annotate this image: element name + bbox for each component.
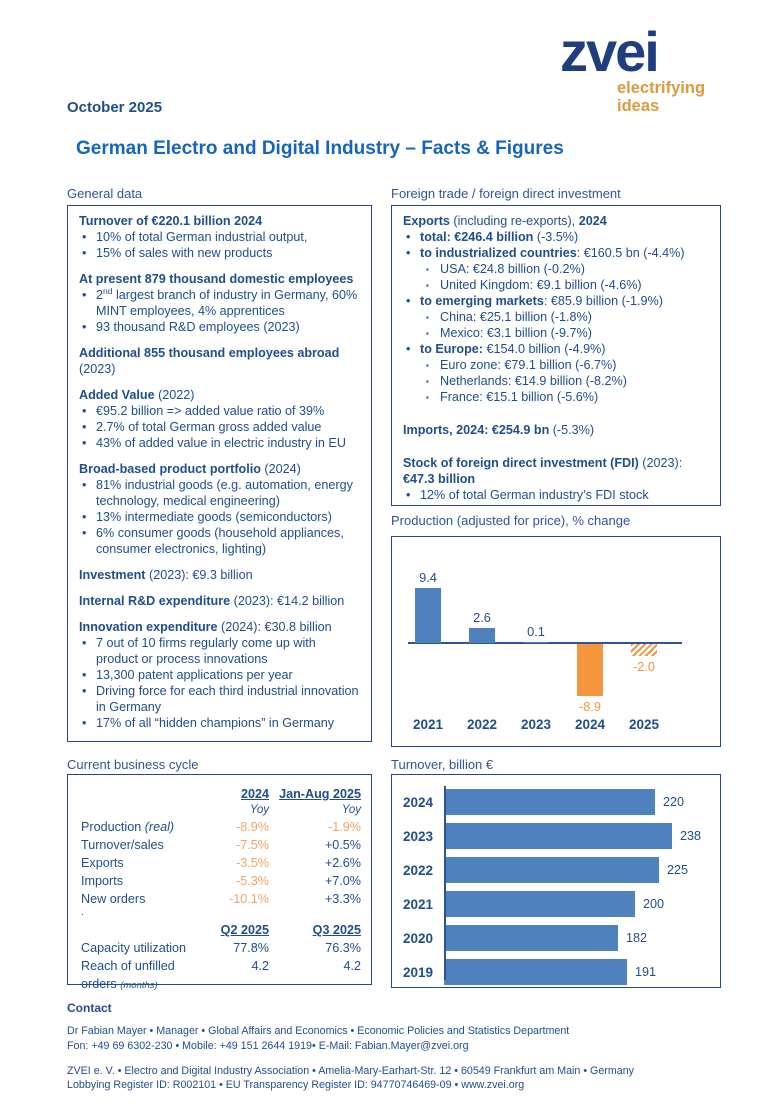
text-segment: 6% consumer goods (household appliances, consumer electronics, lighting) xyxy=(96,525,344,556)
cell-col1: 4.2 xyxy=(251,959,269,973)
text-segment: (months) xyxy=(120,980,158,991)
cell-col2: +3.3% xyxy=(324,892,361,906)
bar-row xyxy=(392,819,720,853)
list-item xyxy=(403,294,709,310)
x-tick-label: 2022 xyxy=(466,717,498,732)
list-item xyxy=(79,620,360,636)
list-item-text xyxy=(96,510,360,526)
bar-value-label: 200 xyxy=(643,897,665,911)
bullet-icon: • xyxy=(82,319,87,334)
bullet-icon: • xyxy=(82,229,87,244)
table-row xyxy=(81,785,361,803)
logo-tagline-line2: ideas xyxy=(617,96,660,115)
bullet-icon: ▪ xyxy=(426,360,429,370)
list-item xyxy=(403,488,709,504)
bar-value-label: 9.4 xyxy=(419,570,437,585)
column-header: Q3 2025 xyxy=(312,923,361,937)
list-item-text xyxy=(420,488,709,504)
bar-row xyxy=(392,955,720,989)
list-item xyxy=(79,510,360,526)
text-segment: Innovation expenditure xyxy=(79,619,218,634)
list-item xyxy=(403,262,709,278)
list-item xyxy=(79,320,360,336)
cell-col2: Yoy xyxy=(341,804,361,816)
cell-col2: -1.9% xyxy=(328,820,361,834)
cell-col2: +2.6% xyxy=(324,856,361,870)
row-label xyxy=(81,836,189,854)
list-item-text xyxy=(440,390,709,406)
text-segment: 13,300 patent applications per year xyxy=(96,667,293,682)
list-item xyxy=(403,278,709,294)
x-tick-label: 2025 xyxy=(628,717,660,732)
list-item xyxy=(79,388,360,404)
row-label xyxy=(81,818,189,836)
cell-col1 xyxy=(189,785,269,803)
list-item-text xyxy=(96,478,360,510)
list-item xyxy=(403,310,709,326)
contact-section xyxy=(67,1001,732,1103)
text-segment: Imports xyxy=(81,874,123,888)
text-segment: 10% of total German industrial output, xyxy=(96,229,308,244)
text-segment: Turnover of €220.1 billion 2024 xyxy=(79,214,263,228)
cell-col1: 77.8% xyxy=(233,941,269,955)
bar-value-label: 225 xyxy=(667,863,689,877)
bar xyxy=(444,857,659,883)
list-item-text xyxy=(420,230,709,246)
row-label xyxy=(81,890,189,908)
row-label xyxy=(81,957,189,995)
contact-person-line: Dr Fabian Mayer • Manager • Global Affairs and Economics • Economic Policies and Statistics Department xyxy=(67,1025,570,1037)
cell-col1 xyxy=(189,921,269,939)
text-segment: Driving force for each third industrial innovation in Germany xyxy=(96,683,359,714)
list-item-text xyxy=(420,342,709,358)
text-segment: 43% of added value in electric industry in EU xyxy=(96,435,346,450)
bar-value-label: 191 xyxy=(635,965,657,979)
bullet-icon: ▪ xyxy=(426,376,429,386)
section-label-production-chart: Production (adjusted for price), % change xyxy=(391,513,631,528)
general-data-box xyxy=(67,205,372,742)
text-segment: Exports xyxy=(81,856,124,870)
table-row xyxy=(81,836,361,854)
text-segment: Exports xyxy=(403,214,450,228)
bullet-icon: • xyxy=(406,341,411,356)
bar xyxy=(631,644,657,656)
bullet-icon: • xyxy=(406,487,411,502)
list-item xyxy=(79,668,360,684)
table-row xyxy=(81,854,361,872)
text-segment: Production xyxy=(81,820,145,834)
bar xyxy=(444,925,618,951)
y-axis-line xyxy=(444,786,446,980)
y-tick-label: 2021 xyxy=(402,896,433,912)
text-segment: (real) xyxy=(144,820,175,834)
list-item xyxy=(79,636,360,668)
cell-col1: -5.3% xyxy=(236,874,269,888)
text-segment: Investment xyxy=(79,567,146,582)
contact-association-line: ZVEI e. V. • Electro and Digital Industry Association • Amelia-Mary-Earhart-Str. 12 • 60549 Frankfurt am Main • Germany xyxy=(67,1064,634,1077)
bullet-icon: • xyxy=(82,477,87,492)
bar xyxy=(444,789,655,815)
list-item xyxy=(79,594,360,610)
list-item-text xyxy=(96,246,360,262)
bullet-icon: • xyxy=(82,667,87,682)
table-row xyxy=(81,818,361,836)
contact-register-line: Lobbying Register ID: R002101 • EU Transparency Register ID: 94770746469-09 • www.zvei.org xyxy=(67,1079,525,1092)
x-tick-label: 2024 xyxy=(574,717,606,732)
bar-row xyxy=(392,887,720,921)
y-tick-label: 2019 xyxy=(402,964,433,980)
bullet-icon: • xyxy=(82,715,87,730)
bullet-icon: • xyxy=(406,245,411,260)
row-label xyxy=(81,939,189,957)
text-segment: Mexico: €3.1 billion (-9.7%) xyxy=(440,325,592,340)
cell-col2: +0.5% xyxy=(324,838,361,852)
list-item xyxy=(403,326,709,342)
bar-value-label: 2.6 xyxy=(473,610,491,625)
business-cycle-table xyxy=(68,775,371,1001)
turnover-bar-chart xyxy=(392,775,720,987)
list-item xyxy=(79,568,360,584)
text-segment: United Kingdom: €9.1 billion (-4.6%) xyxy=(440,277,642,292)
text-segment: Added Value xyxy=(79,387,155,402)
text-segment: Imports, 2024: €254.9 bn xyxy=(403,422,550,437)
list-item xyxy=(79,478,360,510)
foreign-trade-list xyxy=(392,206,720,512)
text-segment: Euro zone: €79.1 billion (-6.7%) xyxy=(440,357,617,372)
cell-col2 xyxy=(269,921,361,939)
bullet-icon: ▪ xyxy=(426,328,429,338)
bullet-icon: • xyxy=(82,683,87,698)
cell-col1: -7.5% xyxy=(236,838,269,852)
text-segment: nd xyxy=(103,285,113,296)
table-row xyxy=(81,803,361,818)
bar-value-label: 220 xyxy=(663,795,685,809)
list-item xyxy=(79,346,360,378)
list-item-text xyxy=(96,526,360,558)
x-tick-label: 2021 xyxy=(412,717,444,732)
text-segment: 2 xyxy=(96,287,104,302)
text-segment: to industrialized countries xyxy=(420,245,577,260)
bar xyxy=(469,628,495,643)
column-header: Jan-Aug 2025 xyxy=(279,787,361,801)
contact-heading: Contact xyxy=(67,1001,112,1015)
logo-tagline xyxy=(617,79,720,116)
list-item xyxy=(79,404,360,420)
cell-col1: -10.1% xyxy=(229,892,269,906)
text-segment: 93 thousand R&D employees (2023) xyxy=(96,319,300,334)
bar xyxy=(577,644,603,696)
text-segment: Netherlands: €14.9 billion (-8.2%) xyxy=(440,373,627,388)
list-item xyxy=(79,230,360,246)
list-item xyxy=(79,420,360,436)
bar-value-label: -8.9 xyxy=(578,699,602,714)
contact-phone-line: Fon: +49 69 6302-230 • Mobile: +49 151 2644 1919• E-Mail: Fabian.Mayer@zvei.org xyxy=(67,1039,469,1052)
bar-row xyxy=(392,921,720,955)
text-segment: 17% of all “hidden champions” in Germany xyxy=(96,715,335,730)
section-label-general-data: General data xyxy=(67,186,143,201)
list-item xyxy=(79,214,360,230)
text-segment: (including re-exports), xyxy=(449,214,579,228)
text-segment: New orders xyxy=(81,892,146,906)
text-segment: 12% of total German industry’s FDI stock xyxy=(420,487,649,502)
text-segment: (2024): €30.8 billion xyxy=(217,619,332,634)
bullet-icon: • xyxy=(82,419,87,434)
footnote-dot: . xyxy=(81,907,84,918)
list-item-text xyxy=(440,310,709,326)
cell-col2 xyxy=(269,785,361,803)
y-tick-label: 2022 xyxy=(402,862,433,878)
bullet-icon: ▪ xyxy=(426,392,429,402)
logo-brand-text: zvei xyxy=(560,20,658,83)
text-segment: : €85.9 billion (-1.9%) xyxy=(543,293,663,308)
list-item xyxy=(79,246,360,262)
x-tick-label: 2023 xyxy=(520,717,552,732)
list-item-text xyxy=(96,420,360,436)
text-segment: : €160.5 bn (-4.4%) xyxy=(576,245,685,260)
list-item xyxy=(403,230,709,246)
text-segment: (-3.5%) xyxy=(533,229,579,244)
text-segment: France: €15.1 billion (-5.6%) xyxy=(440,389,599,404)
text-segment: largest branch of industry in Germany, 60% MINT employees, 4% apprentices xyxy=(96,287,358,318)
production-bar-chart xyxy=(392,537,720,746)
column-header: 2024 xyxy=(240,787,269,801)
list-item-text xyxy=(440,278,709,294)
cell-col1: -3.5% xyxy=(236,856,269,870)
list-item-text xyxy=(96,716,360,732)
column-header: Q2 2025 xyxy=(220,923,269,937)
list-item xyxy=(79,684,360,716)
text-segment: (2023): xyxy=(638,455,683,470)
list-item xyxy=(79,462,360,478)
text-segment: €47.3 billion xyxy=(403,471,476,486)
list-item-text xyxy=(440,262,709,278)
text-segment: At present 879 thousand domestic employees xyxy=(79,271,354,286)
text-segment: 2024 xyxy=(578,214,607,228)
bullet-icon: • xyxy=(82,509,87,524)
list-item-text xyxy=(420,294,709,310)
text-segment: Broad-based product portfolio xyxy=(79,461,261,476)
text-segment: 13% intermediate goods (semiconductors) xyxy=(96,509,332,524)
table-row xyxy=(81,872,361,890)
text-segment: (2024) xyxy=(260,461,301,476)
cell-col1: Yoy xyxy=(249,804,269,816)
general-data-list xyxy=(68,206,371,740)
bullet-icon: • xyxy=(82,403,87,418)
bullet-icon: • xyxy=(82,287,87,302)
text-segment: to emerging markets xyxy=(420,293,544,308)
list-item xyxy=(79,716,360,732)
text-segment: €154.0 billion (-4.9%) xyxy=(482,341,606,356)
bar xyxy=(415,588,441,643)
section-label-turnover-chart: Turnover, billion € xyxy=(391,757,494,772)
table-row xyxy=(81,957,361,995)
logo-tagline-line1: electrifying xyxy=(617,78,706,97)
text-segment: Turnover/sales xyxy=(81,838,164,852)
text-segment: 15% of sales with new products xyxy=(96,245,273,260)
bullet-icon: • xyxy=(82,245,87,260)
text-segment: 81% industrial goods (e.g. automation, energy technology, medical engineering) xyxy=(96,477,353,508)
page-title: German Electro and Digital Industry – Facts & Figures xyxy=(76,138,564,159)
y-tick-label: 2020 xyxy=(402,930,433,946)
zvei-logo xyxy=(560,20,720,115)
bullet-icon: • xyxy=(406,293,411,308)
business-cycle-box xyxy=(67,774,372,991)
bar-value-label: 238 xyxy=(680,829,702,843)
bullet-icon: ▪ xyxy=(426,280,429,290)
bullet-icon: • xyxy=(82,525,87,540)
text-segment: Capacity utilization xyxy=(81,941,186,955)
list-item-text xyxy=(96,230,360,246)
text-segment: (2023): €9.3 billion xyxy=(145,567,253,582)
list-item xyxy=(403,342,709,358)
bullet-icon: • xyxy=(406,229,411,244)
table-row xyxy=(81,890,361,908)
list-item xyxy=(403,456,709,488)
list-item xyxy=(403,423,709,439)
y-tick-label: 2024 xyxy=(402,794,433,810)
text-segment: Internal R&D expenditure xyxy=(79,593,231,608)
list-item xyxy=(403,358,709,374)
text-segment: (2023): €14.2 billion xyxy=(230,593,345,608)
table-row xyxy=(81,939,361,957)
bar xyxy=(523,642,549,643)
list-item xyxy=(79,436,360,452)
cell-col2: 4.2 xyxy=(343,959,361,973)
list-item xyxy=(403,374,709,390)
list-item-text xyxy=(96,285,360,320)
row-label xyxy=(81,872,189,890)
bar xyxy=(444,823,672,849)
bar-row xyxy=(392,785,720,819)
list-item-text xyxy=(96,436,360,452)
production-chart-box xyxy=(391,536,721,747)
foreign-trade-box xyxy=(391,205,721,506)
bullet-icon: • xyxy=(82,435,87,450)
list-item xyxy=(403,246,709,262)
bullet-icon: • xyxy=(82,635,87,650)
cell-col1: -8.9% xyxy=(236,820,269,834)
text-segment: 2.7% of total German gross added value xyxy=(96,419,322,434)
issue-date: October 2025 xyxy=(67,99,163,116)
text-segment: total: €246.4 billion xyxy=(420,229,534,244)
list-item-text xyxy=(96,636,360,668)
text-segment: Reach of unfilled orders xyxy=(81,959,175,991)
bar-value-label: 182 xyxy=(626,931,648,945)
text-segment: 7 out of 10 firms regularly come up with product or process innovations xyxy=(96,635,316,666)
text-segment: USA: €24.8 billion (-0.2%) xyxy=(440,261,585,276)
cell-col2: 76.3% xyxy=(325,941,361,955)
list-item-text xyxy=(440,374,709,390)
list-item-text xyxy=(96,320,360,336)
list-item xyxy=(79,526,360,558)
text-segment: Stock of foreign direct investment (FDI) xyxy=(403,455,639,470)
bullet-icon: ▪ xyxy=(426,264,429,274)
section-label-business-cycle: Current business cycle xyxy=(67,757,199,772)
cell-col2: +7.0% xyxy=(324,874,361,888)
list-item-text xyxy=(96,684,360,716)
list-item-text xyxy=(96,668,360,684)
bar-row xyxy=(392,853,720,887)
list-item-text xyxy=(96,404,360,420)
text-segment: €95.2 billion => added value ratio of 39% xyxy=(96,403,325,418)
text-segment: China: €25.1 billion (-1.8%) xyxy=(440,309,592,324)
bar xyxy=(444,959,627,985)
text-segment: Additional 855 thousand employees abroad xyxy=(79,345,340,360)
row-label xyxy=(81,854,189,872)
bar-value-label: -2.0 xyxy=(632,659,656,674)
text-segment: (2022) xyxy=(154,387,195,402)
y-tick-label: 2023 xyxy=(402,828,433,844)
list-item xyxy=(403,214,709,230)
list-item-text xyxy=(440,358,709,374)
bullet-icon: ▪ xyxy=(426,312,429,322)
table-row xyxy=(81,921,361,939)
text-segment: (2023) xyxy=(79,361,116,376)
list-item-text xyxy=(420,246,709,262)
list-item xyxy=(403,390,709,406)
list-item xyxy=(79,272,360,288)
text-segment: to Europe: xyxy=(420,341,483,356)
list-item-text xyxy=(440,326,709,342)
bar xyxy=(444,891,635,917)
bar-value-label: 0.1 xyxy=(527,624,545,639)
text-segment: (-5.3%) xyxy=(549,422,595,437)
turnover-chart-box xyxy=(391,774,721,988)
section-label-foreign-trade: Foreign trade / foreign direct investment xyxy=(391,186,621,201)
list-item xyxy=(79,285,360,320)
